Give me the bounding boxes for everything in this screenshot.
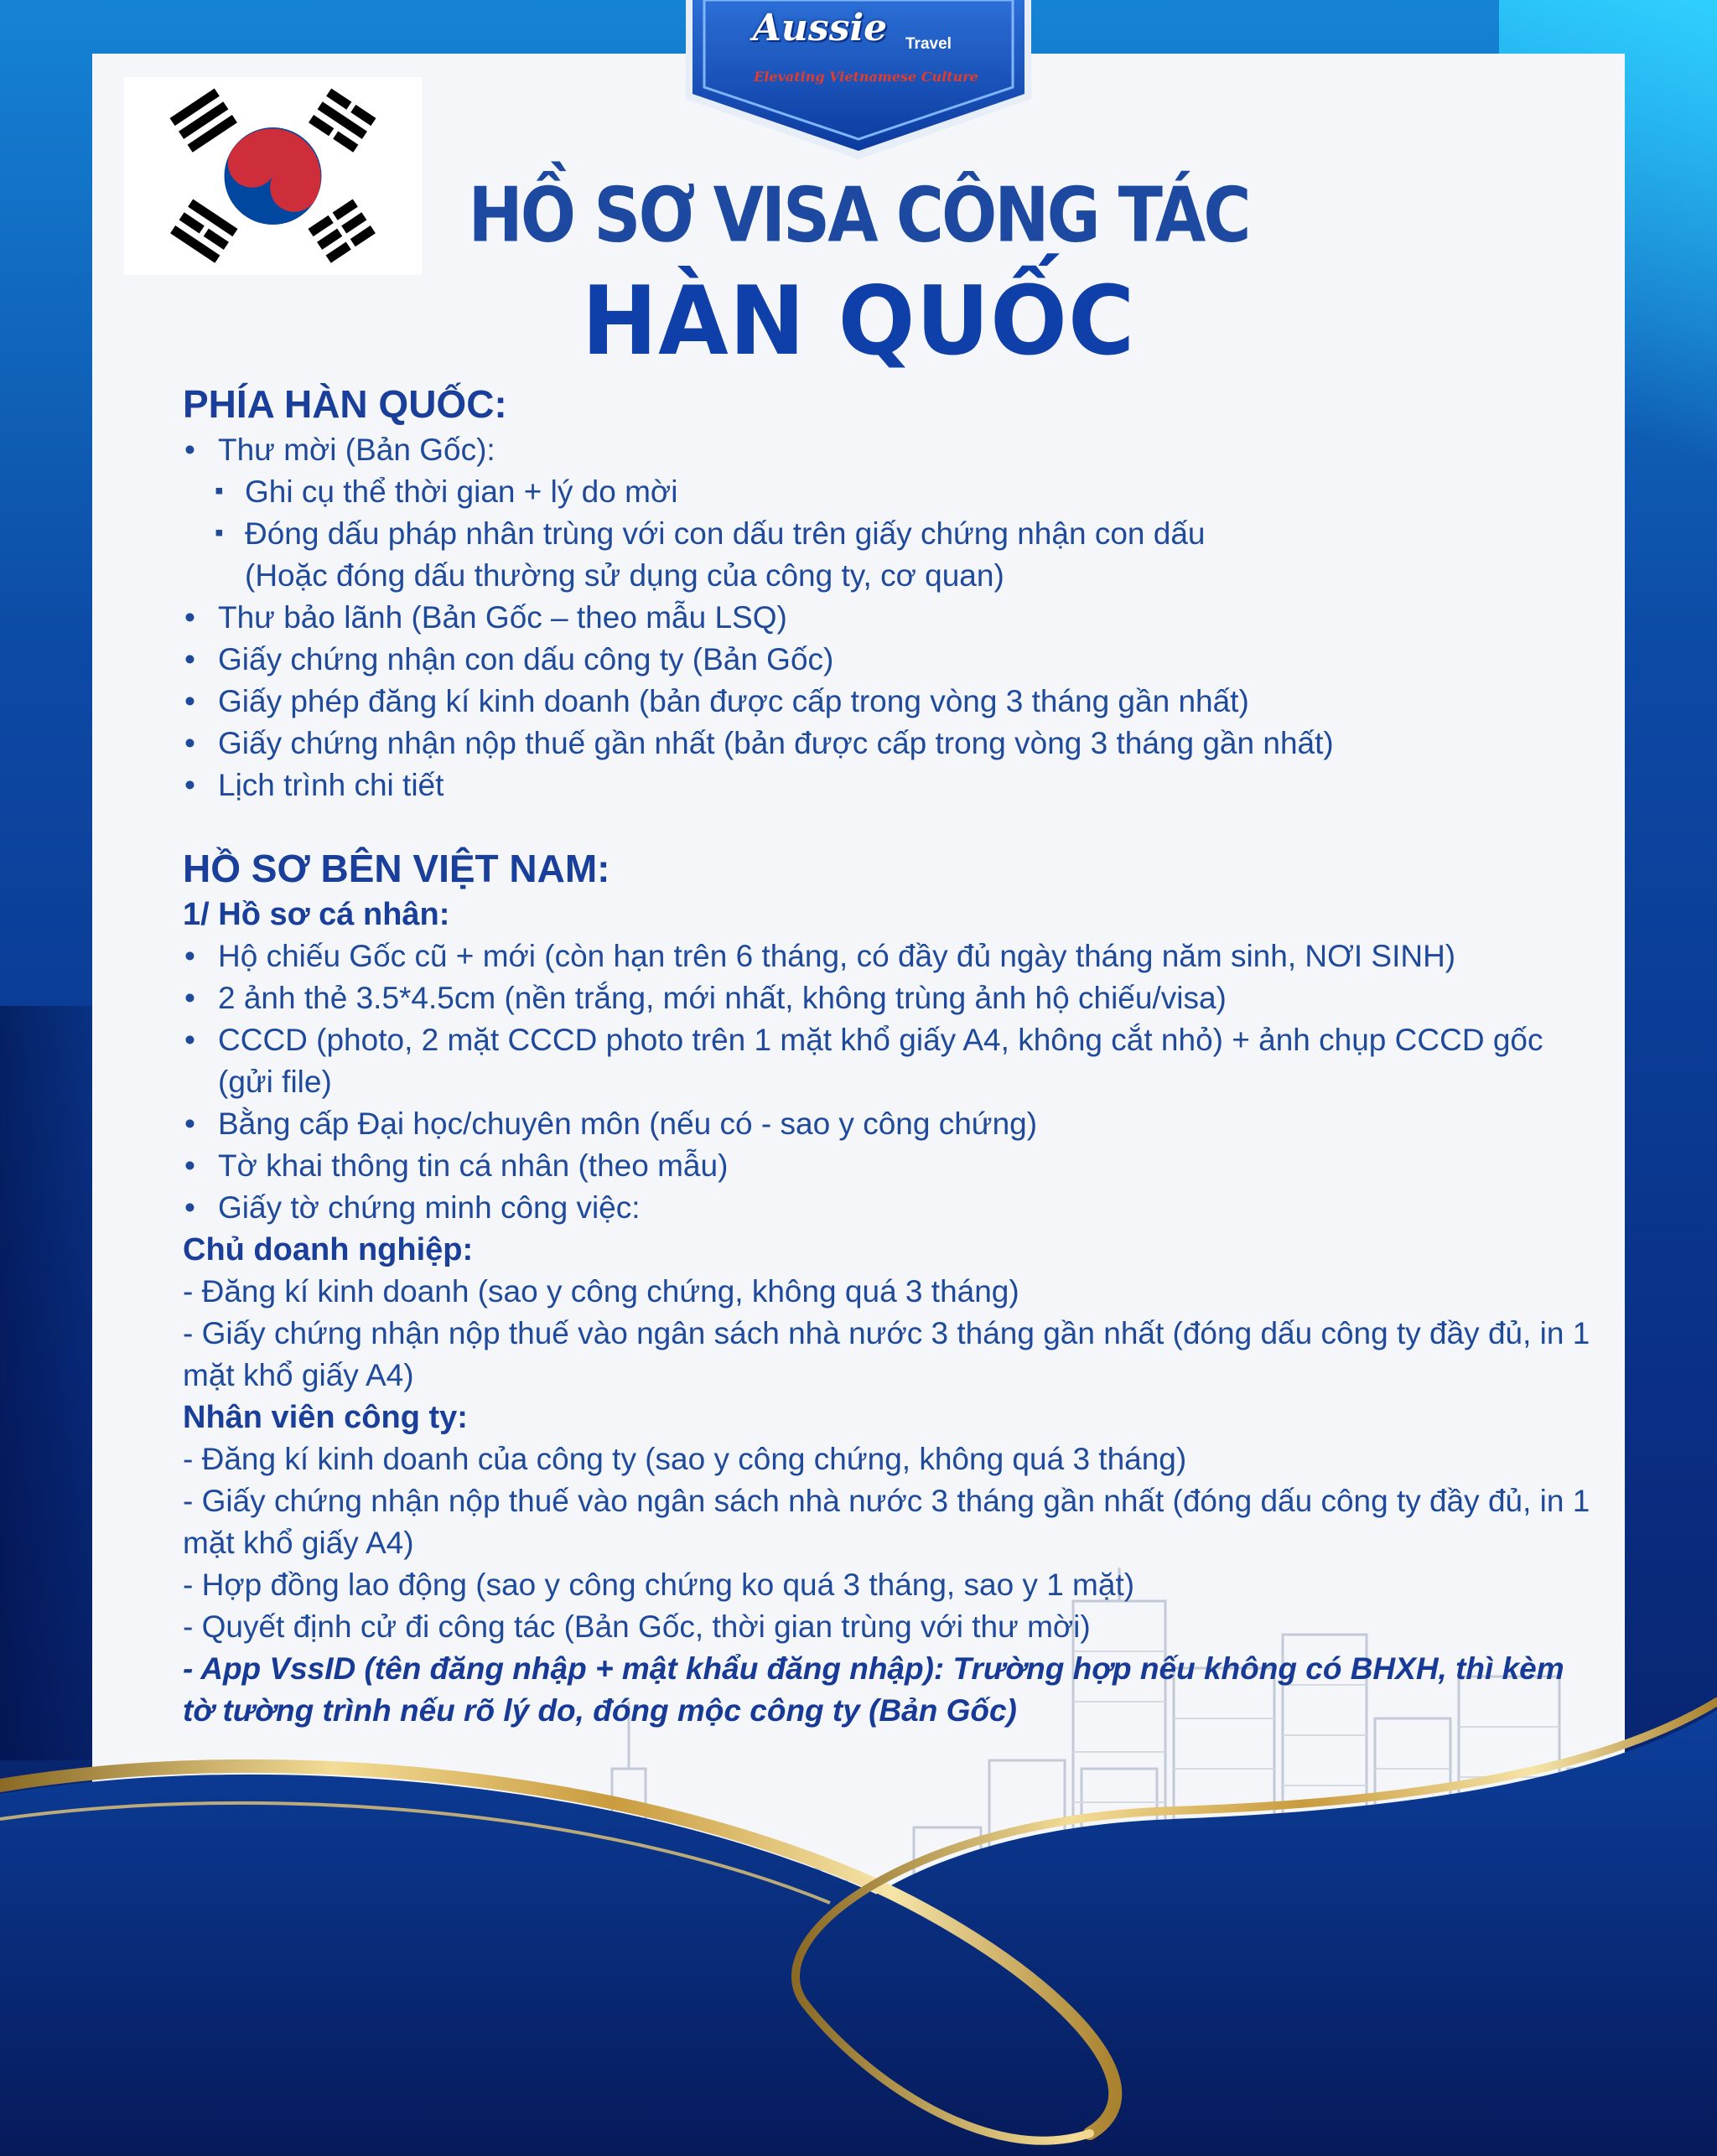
list-item: • CCCD (photo, 2 mặt CCCD photo trên 1 mặt khổ giấy A4, không cắt nhỏ) + ảnh chụp CCCD gốc (gửi file) [183,1019,1591,1103]
list-item: - Hợp đồng lao động (sao y công chứng ko quá 3 tháng, sao y 1 mặt) [183,1568,1135,1602]
personal-docs-heading: 1/ Hồ sơ cá nhân: [183,897,450,932]
app-vssid-note: - App VssID (tên đăng nhập + mật khẩu đăng nhập): Trường hợp nếu không có BHXH, thì kèm tờ tường trình nếu rõ lý do, đóng mộc công ty (Bản Gốc) [183,1651,1564,1728]
list-item: • Giấy phép đăng kí kinh doanh (bản được cấp trong vòng 3 tháng gần nhất) [183,681,1591,723]
logo-brand-name: Aussie [752,7,888,49]
list-item: • Thư bảo lãnh (Bản Gốc – theo mẫu LSQ) [183,597,1591,639]
list-item: - Đăng kí kinh doanh của công ty (sao y công chứng, không quá 3 tháng) [183,1442,1187,1476]
list-item: - Quyết định cử đi công tác (Bản Gốc, thời gian trùng với thư mời) [183,1609,1091,1644]
sub-list-item: ▪ Ghi cụ thể thời gian + lý do mời [183,471,1591,513]
sub-list-item-continuation: (Hoặc đóng dấu thường sử dụng của công ty, cơ quan) [245,558,1004,593]
list-item: • Thư mời (Bản Gốc): [183,429,1591,471]
list-item: • 2 ảnh thẻ 3.5*4.5cm (nền trắng, mới nhất, không trùng ảnh hộ chiếu/visa) [183,977,1591,1019]
logo-travel-label: Travel [905,35,952,53]
list-item: - Giấy chứng nhận nộp thuế vào ngân sách nhà nước 3 tháng gần nhất (đóng dấu công ty đầy đủ, in 1 mặt khổ giấy A4) [183,1484,1590,1560]
korea-side-heading: PHÍA HÀN QUỐC: [183,382,507,426]
list-item: • Giấy chứng nhận con dấu công ty (Bản Gốc) [183,639,1591,681]
aussie-travel-logo-icon [686,0,1031,161]
list-item: • Tờ khai thông tin cá nhân (theo mẫu) [183,1145,1591,1187]
employee-heading: Nhân viên công ty: [183,1400,468,1435]
logo-tagline: Elevating Vietnamese Culture [754,69,978,85]
page-subtitle: HÀN QUỐC [581,267,1136,377]
list-item: • Giấy tờ chứng minh công việc: [183,1187,1591,1229]
vietnam-side-heading: HỒ SƠ BÊN VIỆT NAM: [183,847,610,890]
list-item: - Đăng kí kinh doanh (sao y công chứng, không quá 3 tháng) [183,1274,1019,1309]
sub-list-item: ▪ Đóng dấu pháp nhân trùng với con dấu trên giấy chứng nhận con dấu [183,513,1591,555]
list-item: • Hộ chiếu Gốc cũ + mới (còn hạn trên 6 tháng, có đầy đủ ngày tháng năm sinh, NƠI SINH) [183,935,1591,977]
document-content [183,379,1591,1732]
list-item: • Lịch trình chi tiết [183,764,1591,806]
list-item: - Giấy chứng nhận nộp thuế vào ngân sách nhà nước 3 tháng gần nhất (đóng dấu công ty đầy đủ, in 1 mặt khổ giấy A4) [183,1316,1590,1392]
list-item: • Giấy chứng nhận nộp thuế gần nhất (bản được cấp trong vòng 3 tháng gần nhất) [183,723,1591,764]
business-owner-heading: Chủ doanh nghiệp: [183,1232,474,1267]
page-title: HỒ SƠ VISA CÔNG TÁC [468,173,1249,260]
gold-swoosh-decoration [0,1609,1717,2156]
list-item: • Bằng cấp Đại học/chuyên môn (nếu có - sao y công chứng) [183,1103,1591,1145]
